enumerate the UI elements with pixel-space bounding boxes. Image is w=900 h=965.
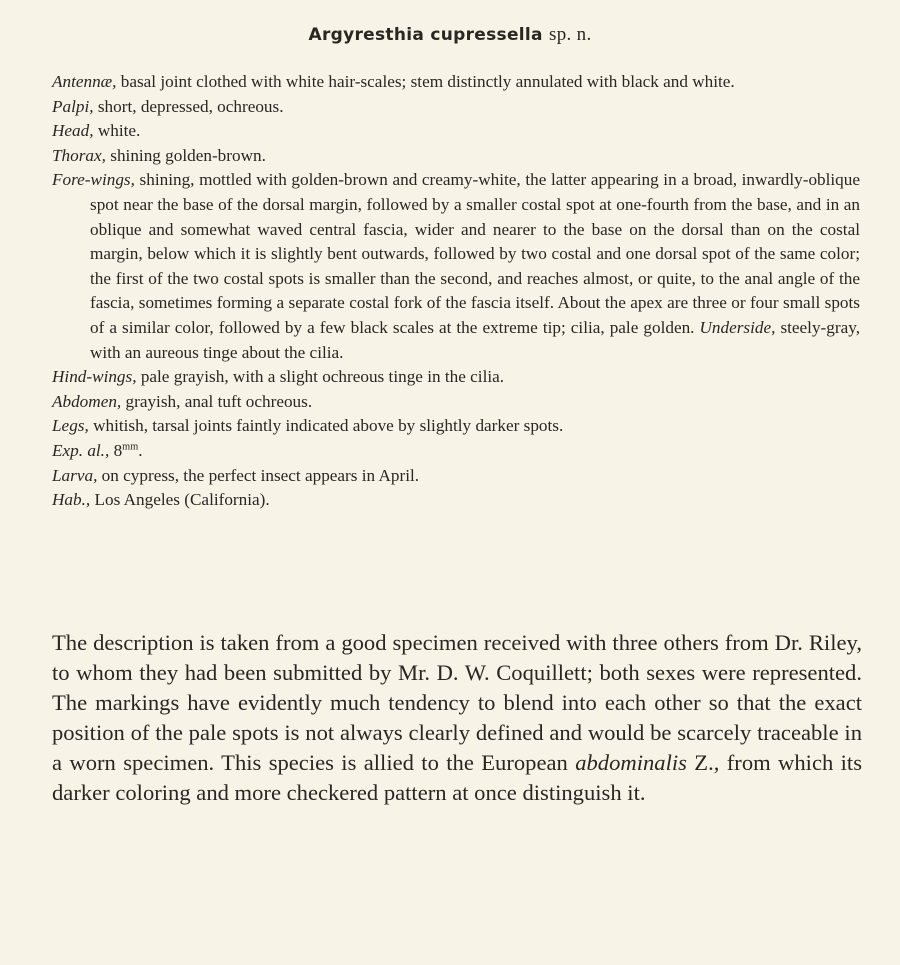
entry-text: 8	[109, 440, 123, 460]
entry-text: white.	[93, 121, 141, 141]
entry-text: Los Angeles (California).	[90, 490, 270, 510]
entry-text-after: .	[138, 440, 143, 460]
entry-term: Thorax,	[52, 145, 106, 165]
entry-term: Hind-wings,	[52, 367, 137, 387]
entry-thorax	[52, 144, 860, 169]
entry-text: shining, mottled with golden-brown and creamy-white, the latter appearing in a broad, inwardly-oblique spot near the base of the dorsal margin, followed by a smaller costal spot at one-fourth from the base, and in an oblique and somewhat waved central fascia, wider and nearer to the base on the dorsal than on the costal margin, below which it is slightly bent outwards, followed by two costal and one dorsal spot of the same color; the first of the two costal spots is smaller than the second, and reaches almost, or quite, to the anal angle of the fascia, sometimes forming a separate costal fork of the fascia itself. About the apex are three or four small spots of a similar color, followed by a few black scales at the extreme tip; cilia, pale golden.	[90, 170, 860, 337]
entry-term-underside: Underside,	[699, 317, 776, 337]
entry-term: Legs,	[52, 416, 89, 436]
entry-term: Head,	[52, 121, 94, 141]
entry-legs	[52, 414, 860, 439]
entry-term: Antennæ,	[52, 72, 117, 91]
entry-term: Palpi,	[52, 96, 94, 116]
entry-antennae	[52, 70, 860, 95]
entry-hind-wings	[52, 365, 860, 390]
remarks-text: The description is taken from a good specimen received with three others from Dr. Riley, to whom they had been submitted by Mr. D. W. Coquillett; both sexes were represented. The markings have evidently much tendency to blend into each other so that the exact position of the pale spots is not always clearly defined and would be scarcely traceable in a worn specimen. This species is allied to the European	[52, 630, 862, 775]
entry-text-underside: steely-gray, with an aureous tinge about the cilia.	[90, 317, 860, 362]
entry-head	[52, 119, 860, 144]
entry-text: grayish, anal tuft ochreous.	[121, 391, 313, 411]
entry-text: shining golden-brown.	[105, 145, 266, 165]
species-suffix: sp. n.	[549, 24, 592, 45]
entry-term: Exp. al.,	[52, 440, 110, 460]
entry-text: on cypress, the perfect insect appears in April.	[97, 465, 420, 485]
entry-term: Fore-wings,	[52, 170, 135, 190]
entry-fore-wings	[52, 168, 860, 365]
entry-expanse	[52, 439, 860, 464]
page-title	[0, 24, 900, 46]
remarks-paragraph	[52, 628, 862, 808]
entry-text: pale grayish, with a slight ochreous tinge in the cilia.	[136, 367, 505, 387]
entry-text: short, depressed, ochreous.	[93, 96, 284, 116]
species-name: Argyresthia cupressella	[308, 25, 543, 45]
remarks-text-end: Z., from which its darker coloring and more checkered pattern at once distinguish it.	[52, 750, 862, 805]
entry-abdomen	[52, 390, 860, 415]
entry-unit: mm	[122, 441, 139, 453]
entry-habitat	[52, 488, 860, 513]
entry-term: Abdomen,	[52, 391, 122, 411]
entry-term: Hab.,	[52, 490, 91, 510]
entry-palpi	[52, 95, 860, 120]
entry-text: basal joint clothed with white hair-scales; stem distinctly annulated with black and white.	[116, 72, 735, 91]
entry-term: Larva,	[52, 465, 98, 485]
remarks-species: abdominalis	[575, 750, 687, 775]
entry-text: whitish, tarsal joints faintly indicated above by slightly darker spots.	[88, 416, 564, 436]
entry-larva	[52, 464, 860, 489]
description-list	[52, 70, 860, 513]
